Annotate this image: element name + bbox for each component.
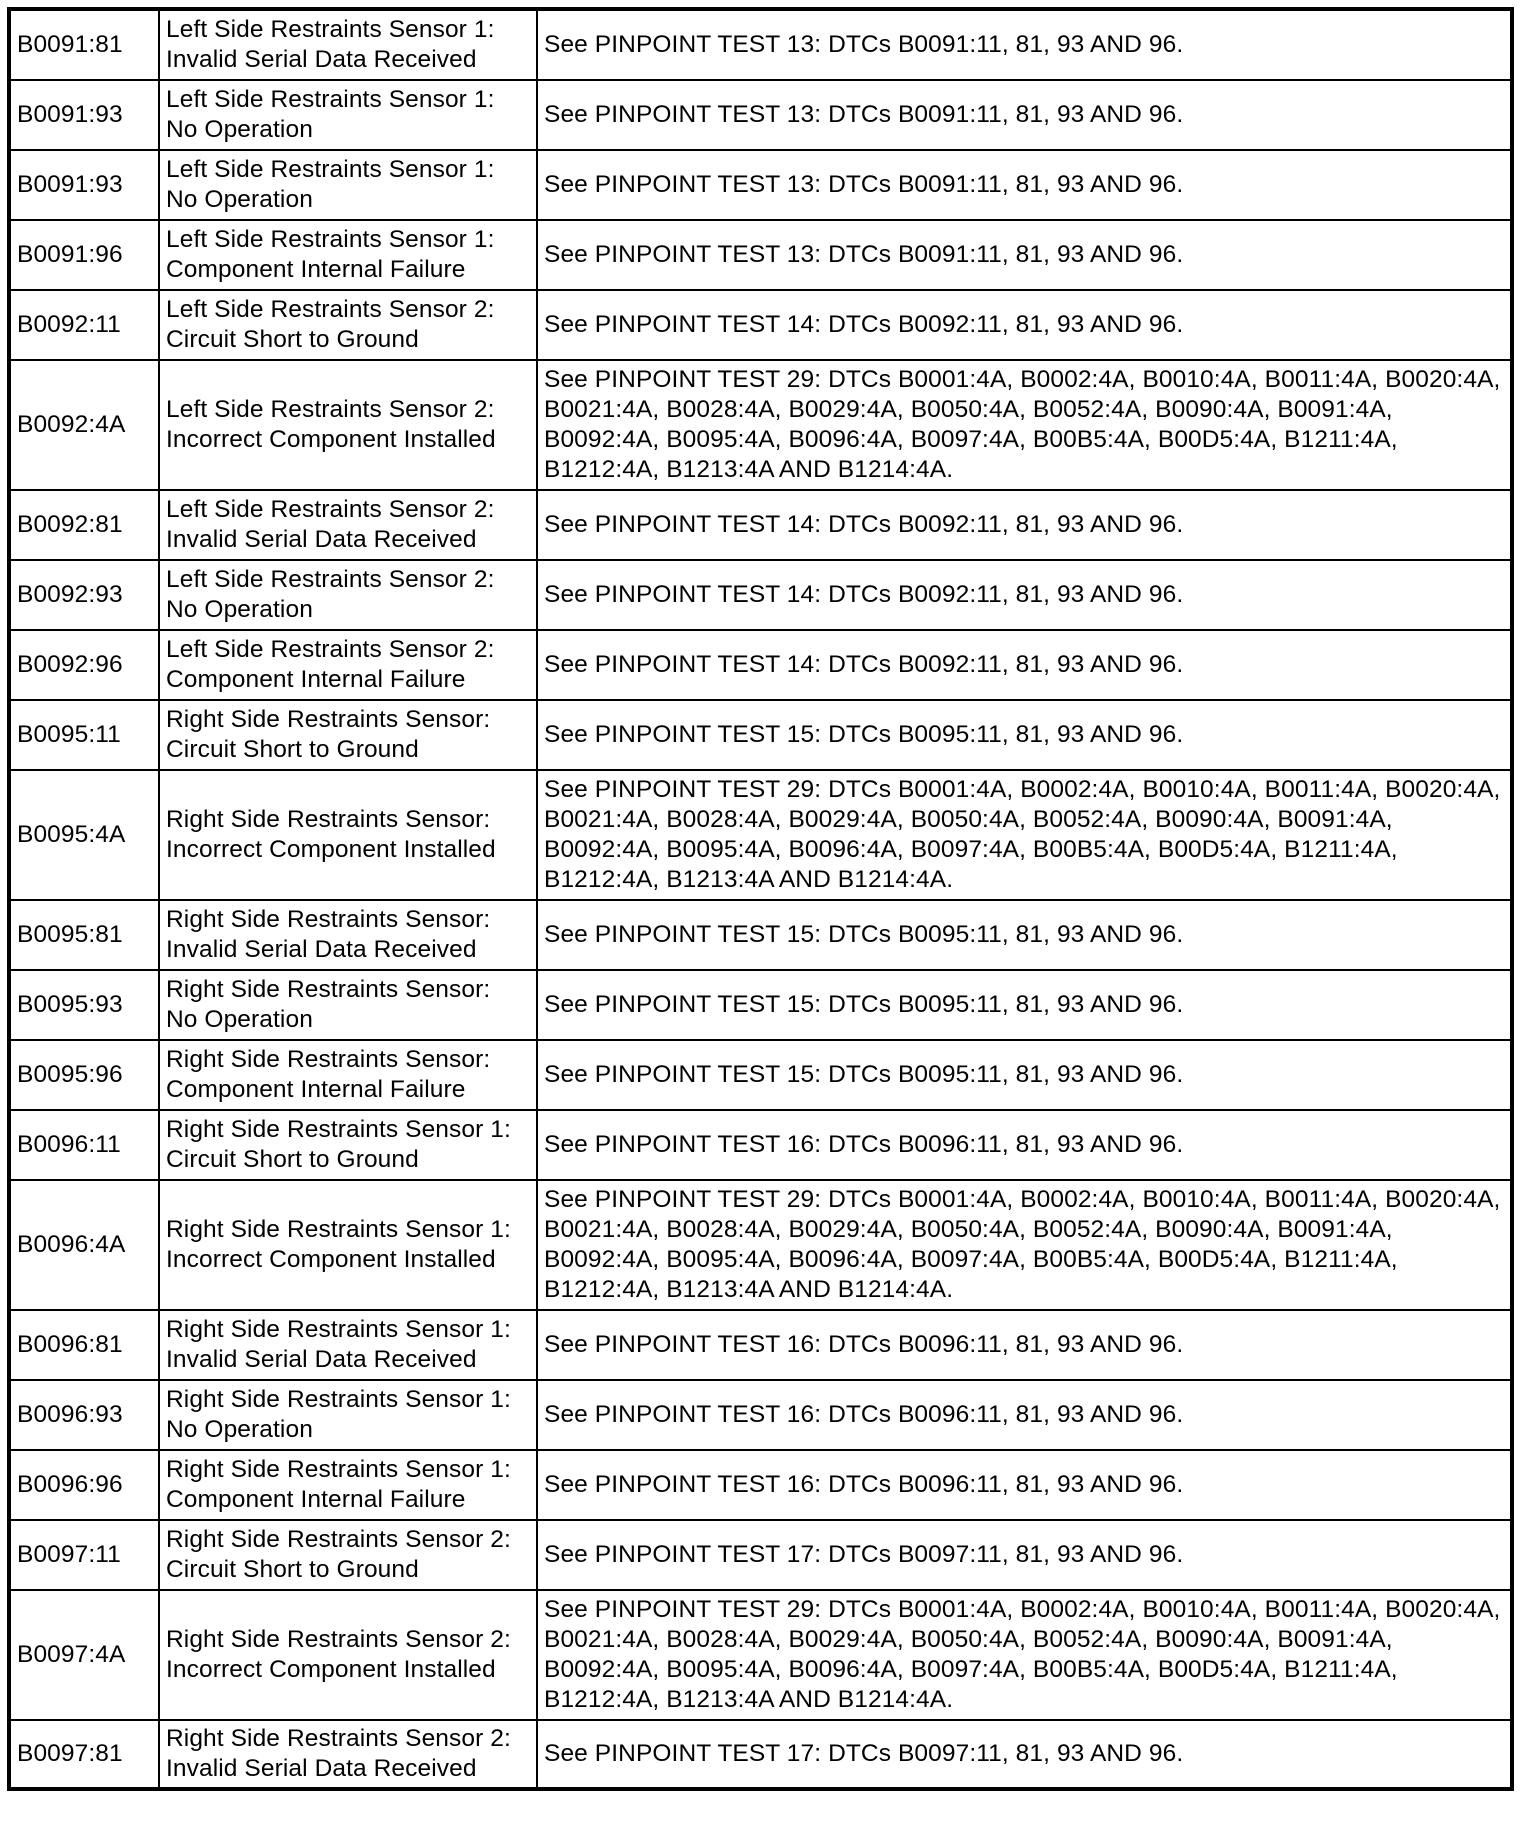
dtc-description: Right Side Restraints Sensor: Invalid Serial Data Received — [159, 900, 537, 970]
table-row — [9, 900, 1512, 970]
dtc-action: See PINPOINT TEST 16: DTCs B0096:11, 81, 93 AND 96. — [537, 1380, 1512, 1450]
dtc-description: Left Side Restraints Sensor 2: Incorrect Component Installed — [159, 360, 537, 490]
table-row — [9, 630, 1512, 700]
dtc-code: B0092:93 — [9, 560, 159, 630]
dtc-action: See PINPOINT TEST 29: DTCs B0001:4A, B0002:4A, B0010:4A, B0011:4A, B0020:4A, B0021:4A, B0028:4A, B0029:4A, B0050:4A, B0052:4A, B0090:4A, B0091:4A, B0092:4A, B0095:4A, B0096:4A, B0097:4A, B00B5:4A, B00D5:4A, B1211:4A, B1212:4A, B1213:4A AND B1214:4A. — [537, 1180, 1512, 1310]
dtc-action: See PINPOINT TEST 15: DTCs B0095:11, 81, 93 AND 96. — [537, 700, 1512, 770]
dtc-code: B0091:93 — [9, 150, 159, 220]
dtc-action: See PINPOINT TEST 13: DTCs B0091:11, 81, 93 AND 96. — [537, 220, 1512, 290]
dtc-description: Right Side Restraints Sensor 1: Circuit Short to Ground — [159, 1110, 537, 1180]
table-row — [9, 1520, 1512, 1590]
dtc-action: See PINPOINT TEST 14: DTCs B0092:11, 81, 93 AND 96. — [537, 290, 1512, 360]
dtc-code: B0091:93 — [9, 80, 159, 150]
dtc-description: Left Side Restraints Sensor 1: Component Internal Failure — [159, 220, 537, 290]
dtc-description: Left Side Restraints Sensor 2: Component Internal Failure — [159, 630, 537, 700]
dtc-description: Right Side Restraints Sensor 1: Component Internal Failure — [159, 1450, 537, 1520]
dtc-action: See PINPOINT TEST 29: DTCs B0001:4A, B0002:4A, B0010:4A, B0011:4A, B0020:4A, B0021:4A, B0028:4A, B0029:4A, B0050:4A, B0052:4A, B0090:4A, B0091:4A, B0092:4A, B0095:4A, B0096:4A, B0097:4A, B00B5:4A, B00D5:4A, B1211:4A, B1212:4A, B1213:4A AND B1214:4A. — [537, 360, 1512, 490]
dtc-description: Right Side Restraints Sensor 1: No Operation — [159, 1380, 537, 1450]
table-row — [9, 1380, 1512, 1450]
dtc-code: B0091:96 — [9, 220, 159, 290]
dtc-table — [7, 7, 1514, 1791]
table-row — [9, 490, 1512, 560]
dtc-description: Left Side Restraints Sensor 2: Invalid Serial Data Received — [159, 490, 537, 560]
dtc-code: B0097:11 — [9, 1520, 159, 1590]
dtc-action: See PINPOINT TEST 16: DTCs B0096:11, 81, 93 AND 96. — [537, 1450, 1512, 1520]
table-row — [9, 220, 1512, 290]
dtc-description: Right Side Restraints Sensor 2: Incorrect Component Installed — [159, 1590, 537, 1720]
dtc-description: Left Side Restraints Sensor 1: No Operation — [159, 150, 537, 220]
table-row — [9, 1720, 1512, 1789]
dtc-action: See PINPOINT TEST 17: DTCs B0097:11, 81, 93 AND 96. — [537, 1720, 1512, 1789]
table-row — [9, 1450, 1512, 1520]
table-row — [9, 1040, 1512, 1110]
dtc-description: Left Side Restraints Sensor 2: No Operation — [159, 560, 537, 630]
table-row — [9, 1590, 1512, 1720]
dtc-description: Left Side Restraints Sensor 2: Circuit Short to Ground — [159, 290, 537, 360]
table-row — [9, 360, 1512, 490]
dtc-code: B0096:93 — [9, 1380, 159, 1450]
dtc-action: See PINPOINT TEST 15: DTCs B0095:11, 81, 93 AND 96. — [537, 900, 1512, 970]
dtc-code: B0096:81 — [9, 1310, 159, 1380]
dtc-action: See PINPOINT TEST 16: DTCs B0096:11, 81, 93 AND 96. — [537, 1110, 1512, 1180]
dtc-action: See PINPOINT TEST 14: DTCs B0092:11, 81, 93 AND 96. — [537, 560, 1512, 630]
dtc-code: B0097:4A — [9, 1590, 159, 1720]
dtc-code: B0095:93 — [9, 970, 159, 1040]
dtc-code: B0097:81 — [9, 1720, 159, 1789]
dtc-description: Right Side Restraints Sensor: No Operation — [159, 970, 537, 1040]
table-row — [9, 9, 1512, 80]
dtc-description: Right Side Restraints Sensor: Circuit Short to Ground — [159, 700, 537, 770]
dtc-code: B0096:96 — [9, 1450, 159, 1520]
table-row — [9, 700, 1512, 770]
dtc-action: See PINPOINT TEST 15: DTCs B0095:11, 81, 93 AND 96. — [537, 1040, 1512, 1110]
dtc-action: See PINPOINT TEST 17: DTCs B0097:11, 81, 93 AND 96. — [537, 1520, 1512, 1590]
table-row — [9, 80, 1512, 150]
dtc-code: B0092:11 — [9, 290, 159, 360]
table-row — [9, 560, 1512, 630]
dtc-action: See PINPOINT TEST 14: DTCs B0092:11, 81, 93 AND 96. — [537, 630, 1512, 700]
dtc-description: Right Side Restraints Sensor: Component Internal Failure — [159, 1040, 537, 1110]
dtc-description: Right Side Restraints Sensor 1: Incorrect Component Installed — [159, 1180, 537, 1310]
dtc-description: Right Side Restraints Sensor 2: Invalid Serial Data Received — [159, 1720, 537, 1789]
dtc-code: B0095:11 — [9, 700, 159, 770]
dtc-code: B0092:4A — [9, 360, 159, 490]
dtc-action: See PINPOINT TEST 14: DTCs B0092:11, 81, 93 AND 96. — [537, 490, 1512, 560]
dtc-action: See PINPOINT TEST 29: DTCs B0001:4A, B0002:4A, B0010:4A, B0011:4A, B0020:4A, B0021:4A, B0028:4A, B0029:4A, B0050:4A, B0052:4A, B0090:4A, B0091:4A, B0092:4A, B0095:4A, B0096:4A, B0097:4A, B00B5:4A, B00D5:4A, B1211:4A, B1212:4A, B1213:4A AND B1214:4A. — [537, 770, 1512, 900]
table-row — [9, 970, 1512, 1040]
dtc-action: See PINPOINT TEST 13: DTCs B0091:11, 81, 93 AND 96. — [537, 9, 1512, 80]
table-row — [9, 1310, 1512, 1380]
dtc-code: B0091:81 — [9, 9, 159, 80]
dtc-description: Left Side Restraints Sensor 1: Invalid Serial Data Received — [159, 9, 537, 80]
dtc-action: See PINPOINT TEST 16: DTCs B0096:11, 81, 93 AND 96. — [537, 1310, 1512, 1380]
dtc-code: B0095:81 — [9, 900, 159, 970]
table-row — [9, 290, 1512, 360]
table-row — [9, 150, 1512, 220]
dtc-description: Right Side Restraints Sensor 1: Invalid Serial Data Received — [159, 1310, 537, 1380]
table-row — [9, 1180, 1512, 1310]
dtc-code: B0096:11 — [9, 1110, 159, 1180]
dtc-description: Left Side Restraints Sensor 1: No Operation — [159, 80, 537, 150]
dtc-code: B0095:96 — [9, 1040, 159, 1110]
dtc-description: Right Side Restraints Sensor 2: Circuit Short to Ground — [159, 1520, 537, 1590]
dtc-code: B0092:81 — [9, 490, 159, 560]
dtc-description: Right Side Restraints Sensor: Incorrect Component Installed — [159, 770, 537, 900]
table-row — [9, 770, 1512, 900]
dtc-action: See PINPOINT TEST 15: DTCs B0095:11, 81, 93 AND 96. — [537, 970, 1512, 1040]
dtc-code: B0092:96 — [9, 630, 159, 700]
dtc-code: B0096:4A — [9, 1180, 159, 1310]
dtc-action: See PINPOINT TEST 13: DTCs B0091:11, 81, 93 AND 96. — [537, 150, 1512, 220]
dtc-action: See PINPOINT TEST 29: DTCs B0001:4A, B0002:4A, B0010:4A, B0011:4A, B0020:4A, B0021:4A, B0028:4A, B0029:4A, B0050:4A, B0052:4A, B0090:4A, B0091:4A, B0092:4A, B0095:4A, B0096:4A, B0097:4A, B00B5:4A, B00D5:4A, B1211:4A, B1212:4A, B1213:4A AND B1214:4A. — [537, 1590, 1512, 1720]
table-row — [9, 1110, 1512, 1180]
dtc-action: See PINPOINT TEST 13: DTCs B0091:11, 81, 93 AND 96. — [537, 80, 1512, 150]
dtc-code: B0095:4A — [9, 770, 159, 900]
